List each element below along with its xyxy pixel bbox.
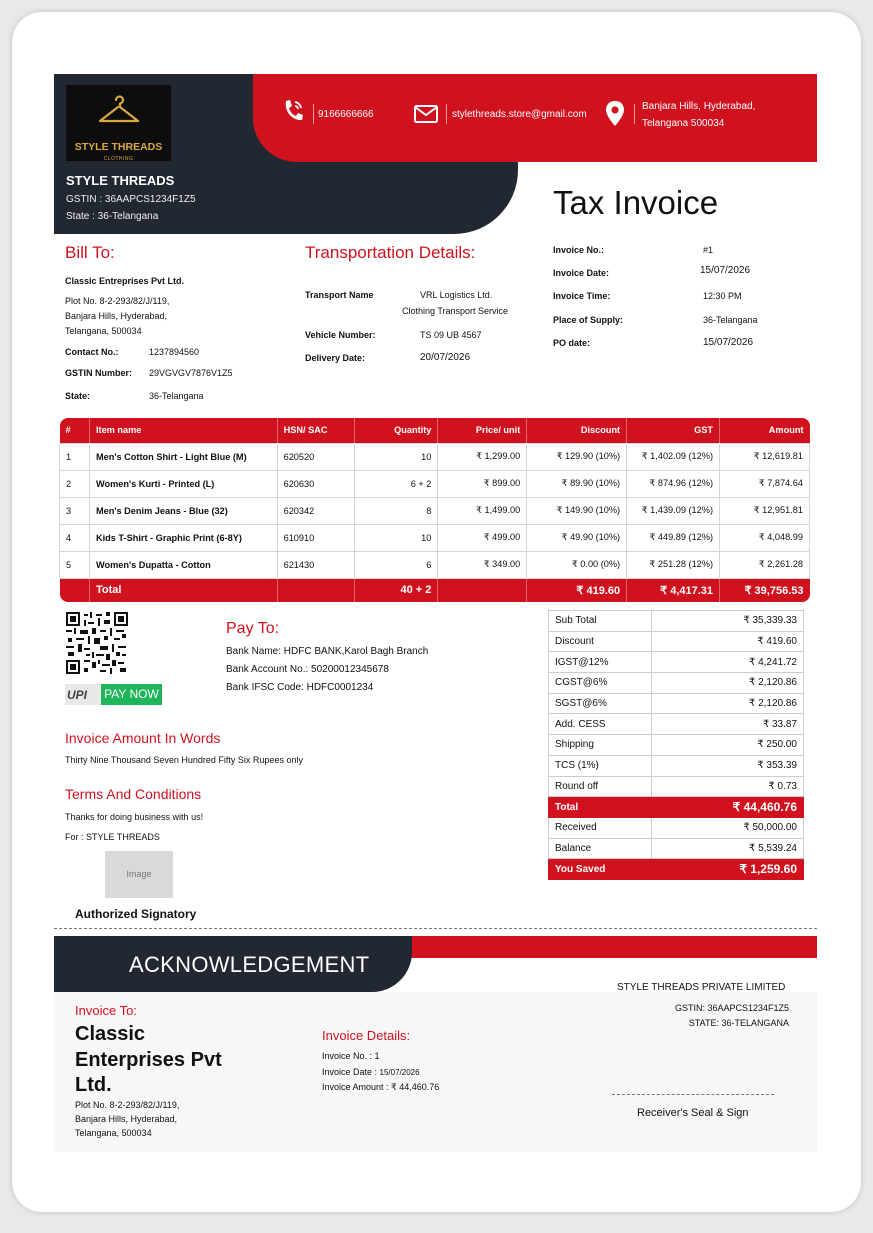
transport-name-label: Transport Name: [305, 290, 374, 300]
summary-row: [549, 611, 804, 632]
summary-value: ₹ 33.87: [652, 714, 804, 735]
row-amount: ₹ 12,951.81: [720, 497, 810, 524]
summary-value: ₹ 1,259.60: [652, 859, 804, 880]
row-discount: ₹ 129.90 (10%): [527, 443, 627, 470]
invoice-no-value: #1: [703, 245, 714, 255]
gstin-value: 29VGVGV7876V1Z5: [149, 368, 233, 378]
ack-address-2: Banjara Hills, Hyderabad,: [75, 1114, 178, 1124]
row-index: 4: [60, 524, 90, 551]
row-item-name: Men's Cotton Shirt - Light Blue (M): [89, 443, 277, 470]
summary-value: ₹ 44,460.76: [652, 797, 804, 818]
bill-to-address-1: Plot No. 8-2-293/82/J/119,: [65, 296, 170, 306]
total-blank-hsn: [277, 578, 355, 602]
transport-name-value-1: VRL Logistics Ltd.: [420, 290, 493, 300]
logo-text: STYLE THREADS: [74, 141, 163, 153]
column-header-gst: GST: [627, 418, 720, 443]
row-quantity: 10: [355, 443, 438, 470]
summary-value: ₹ 250.00: [652, 735, 804, 756]
invoice-time-value: 12:30 PM: [703, 291, 742, 301]
authorized-signatory-label: Authorized Signatory: [75, 907, 197, 921]
summary-label: Balance: [549, 838, 652, 859]
signature-line: [612, 1094, 774, 1095]
invoice-time-label: Invoice Time:: [553, 291, 611, 301]
row-index: 1: [60, 443, 90, 470]
row-hsn: 620630: [277, 470, 355, 497]
column-header-amount: Amount: [720, 418, 810, 443]
acknowledgement-body: [54, 992, 817, 1152]
ack-address-3: Telangana, 500034: [75, 1128, 152, 1138]
amount-words-heading: Invoice Amount In Words: [65, 730, 221, 746]
total-label: Total: [89, 578, 277, 602]
table-row: [60, 524, 810, 551]
qr-code-icon: [66, 612, 128, 674]
ack-company-name: STYLE THREADS PRIVATE LIMITED: [617, 982, 786, 993]
summary-row: [549, 755, 804, 776]
pay-to-heading: Pay To:: [226, 620, 280, 637]
table-row: [60, 443, 810, 470]
column-header-discount: Discount: [527, 418, 627, 443]
row-discount: ₹ 0.00 (0%): [527, 551, 627, 578]
summary-row: [549, 817, 804, 838]
mail-icon: [414, 104, 438, 129]
ack-company-gstin: GSTIN: 36AAPCS1234F1Z5: [674, 1003, 789, 1013]
summary-saved-row: [549, 859, 804, 880]
transport-heading: Transportation Details:: [305, 243, 476, 262]
signature-image: Image: [105, 851, 173, 898]
ack-customer-name-3: Ltd.: [75, 1074, 112, 1096]
bank-name: Bank Name: HDFC BANK,Karol Bagh Branch: [226, 646, 429, 657]
summary-row: [549, 693, 804, 714]
row-hsn: 620520: [277, 443, 355, 470]
column-header-price: Price/ unit: [438, 418, 527, 443]
table-row: [60, 470, 810, 497]
ack-details-heading: Invoice Details:: [322, 1028, 411, 1043]
invoice-page: [54, 74, 817, 1152]
terms-heading: Terms And Conditions: [65, 786, 202, 802]
ack-invoice-date: [322, 1067, 420, 1077]
contact-value: 1237894560: [149, 347, 200, 357]
total-blank: [60, 578, 90, 602]
row-hsn: 621430: [277, 551, 355, 578]
receiver-seal-label: Receiver's Seal & Sign: [637, 1107, 749, 1119]
summary-row: [549, 652, 804, 673]
row-gst: ₹ 251.28 (12%): [627, 551, 720, 578]
summary-value: ₹ 35,339.33: [652, 611, 804, 632]
summary-row: [549, 776, 804, 797]
ack-invoice-date-value: 15/07/2026: [379, 1068, 420, 1077]
vehicle-value: TS 09 UB 4567: [420, 330, 482, 340]
amount-words-text: Thirty Nine Thousand Seven Hundred Fifty Six Rupees only: [65, 755, 303, 765]
ack-address-1: Plot No. 8-2-293/82/J/119,: [75, 1100, 180, 1110]
state-label: State:: [65, 391, 91, 401]
summary-label: SGST@6%: [549, 693, 652, 714]
delivery-value: 20/07/2026: [420, 352, 471, 363]
bill-to-address-3: Telangana, 500034: [65, 326, 142, 336]
ack-company-state: STATE: 36-TELANGANA: [688, 1018, 789, 1028]
page-title: Tax Invoice: [553, 184, 719, 221]
summary-row: [549, 673, 804, 694]
summary-label: Discount: [549, 631, 652, 652]
transport-name-value-2: Clothing Transport Service: [402, 306, 509, 316]
row-item-name: Kids T-Shirt - Graphic Print (6-8Y): [89, 524, 277, 551]
row-index: 3: [60, 497, 90, 524]
ack-customer-name-1: Classic: [75, 1023, 146, 1045]
place-of-supply-label: Place of Supply:: [553, 315, 624, 325]
delivery-label: Delivery Date:: [305, 353, 366, 363]
summary-value: ₹ 50,000.00: [652, 817, 804, 838]
summary-label: Total: [549, 797, 652, 818]
summary-label: Sub Total: [549, 611, 652, 632]
summary-table: [548, 610, 804, 880]
ack-invoice-date-label: Invoice Date :: [322, 1067, 380, 1077]
summary-label: You Saved: [549, 859, 652, 880]
summary-value: ₹ 353.39: [652, 755, 804, 776]
bill-to-heading: Bill To:: [65, 243, 115, 262]
company-name: STYLE THREADS: [66, 173, 175, 188]
row-index: 5: [60, 551, 90, 578]
table-row: [60, 551, 810, 578]
gstin-label: GSTIN Number:: [65, 368, 133, 378]
row-hsn: 620342: [277, 497, 355, 524]
row-price: ₹ 349.00: [438, 551, 527, 578]
row-gst: ₹ 1,439.09 (12%): [627, 497, 720, 524]
summary-label: TCS (1%): [549, 755, 652, 776]
row-index: 2: [60, 470, 90, 497]
row-quantity: 6: [355, 551, 438, 578]
row-quantity: 6 + 2: [355, 470, 438, 497]
place-of-supply-value: 36-Telangana: [703, 315, 758, 325]
summary-total-row: [549, 797, 804, 818]
row-quantity: 10: [355, 524, 438, 551]
company-gstin: GSTIN : 36AAPCS1234F1Z5: [66, 194, 196, 205]
total-amount: ₹ 39,756.53: [720, 578, 810, 602]
company-state: State : 36-Telangana: [66, 211, 159, 222]
row-amount: ₹ 7,874.64: [720, 470, 810, 497]
ack-invoice-to-label: Invoice To:: [75, 1003, 137, 1018]
pay-now-label: PAY NOW: [101, 684, 162, 705]
row-price: ₹ 899.00: [438, 470, 527, 497]
email-address: stylethreads.store@gmail.com: [452, 109, 587, 120]
row-item-name: Men's Denim Jeans - Blue (32): [89, 497, 277, 524]
row-price: ₹ 1,299.00: [438, 443, 527, 470]
phone-icon: [281, 98, 305, 129]
summary-label: CGST@6%: [549, 673, 652, 694]
logo-subtext: CLOTHING: [103, 156, 134, 162]
total-quantity: 40 + 2: [355, 578, 438, 602]
po-date-value: 15/07/2026: [703, 337, 754, 348]
vehicle-label: Vehicle Number:: [305, 330, 376, 340]
row-discount: ₹ 49.90 (10%): [527, 524, 627, 551]
table-row: [60, 497, 810, 524]
row-gst: ₹ 449.89 (12%): [627, 524, 720, 551]
total-blank-price: [438, 578, 527, 602]
po-date-label: PO date:: [553, 338, 591, 348]
ack-invoice-no: Invoice No. : 1: [322, 1051, 380, 1061]
contact-label: Contact No.:: [65, 347, 119, 357]
terms-text: Thanks for doing business with us!: [65, 812, 204, 822]
state-value: 36-Telangana: [149, 391, 204, 401]
total-discount: ₹ 419.60: [527, 578, 627, 602]
ack-customer-name-2: Enterprises Pvt: [75, 1049, 222, 1071]
column-header-index: #: [60, 418, 90, 443]
total-gst: ₹ 4,417.31: [627, 578, 720, 602]
row-discount: ₹ 149.90 (10%): [527, 497, 627, 524]
column-header-hsn: HSN/ SAC: [277, 418, 355, 443]
acknowledgement-title: ACKNOWLEDGEMENT: [129, 952, 370, 977]
column-header-quantity: Quantity: [355, 418, 438, 443]
items-table: [59, 418, 810, 602]
invoice-date-label: Invoice Date:: [553, 268, 610, 278]
row-amount: ₹ 2,261.28: [720, 551, 810, 578]
row-gst: ₹ 1,402.09 (12%): [627, 443, 720, 470]
row-price: ₹ 1,499.00: [438, 497, 527, 524]
summary-label: IGST@12%: [549, 652, 652, 673]
hanger-icon: [96, 91, 142, 136]
location-pin-icon: [605, 100, 625, 132]
terms-for: For : STYLE THREADS: [65, 832, 160, 842]
address-line-1: Banjara Hills, Hyderabad,: [642, 101, 756, 112]
summary-label: Add. CESS: [549, 714, 652, 735]
row-price: ₹ 499.00: [438, 524, 527, 551]
invoice-date-value: 15/07/2026: [700, 265, 751, 276]
upi-pay-now-button[interactable]: [65, 684, 162, 705]
summary-row: [549, 838, 804, 859]
upi-logo: UPI: [67, 688, 88, 702]
row-discount: ₹ 89.90 (10%): [527, 470, 627, 497]
row-hsn: 610910: [277, 524, 355, 551]
row-item-name: Women's Dupatta - Cotton: [89, 551, 277, 578]
ack-invoice-amount: Invoice Amount : ₹ 44,460.76: [322, 1082, 440, 1092]
bill-to-name: Classic Entreprises Pvt Ltd.: [65, 276, 185, 286]
summary-row: [549, 631, 804, 652]
table-header-row: [60, 418, 810, 443]
summary-value: ₹ 5,539.24: [652, 838, 804, 859]
row-item-name: Women's Kurti - Printed (L): [89, 470, 277, 497]
bank-ifsc: Bank IFSC Code: HDFC0001234: [226, 682, 374, 693]
tear-off-divider: [54, 928, 817, 929]
bank-account: Bank Account No.: 50200012345678: [226, 664, 389, 675]
column-header-item-name: Item name: [89, 418, 277, 443]
summary-label: Round off: [549, 776, 652, 797]
bill-to-address-2: Banjara Hills, Hyderabad,: [65, 311, 168, 321]
summary-row: [549, 714, 804, 735]
summary-value: ₹ 2,120.86: [652, 693, 804, 714]
summary-label: Shipping: [549, 735, 652, 756]
row-amount: ₹ 4,048.99: [720, 524, 810, 551]
row-amount: ₹ 12,619.81: [720, 443, 810, 470]
summary-value: ₹ 2,120.86: [652, 673, 804, 694]
address-line-2: Telangana 500034: [642, 118, 725, 129]
summary-value: ₹ 0.73: [652, 776, 804, 797]
row-quantity: 8: [355, 497, 438, 524]
header-contact-bar: [253, 74, 817, 162]
acknowledgement-red-band: [354, 936, 817, 958]
invoice-no-label: Invoice No.:: [553, 245, 605, 255]
row-gst: ₹ 874.96 (12%): [627, 470, 720, 497]
summary-label: Received: [549, 817, 652, 838]
summary-value: ₹ 4,241.72: [652, 652, 804, 673]
summary-row: [549, 735, 804, 756]
summary-value: ₹ 419.60: [652, 631, 804, 652]
phone-number: 9166666666: [318, 109, 374, 120]
brand-logo: [66, 85, 171, 161]
table-total-row: [60, 578, 810, 602]
